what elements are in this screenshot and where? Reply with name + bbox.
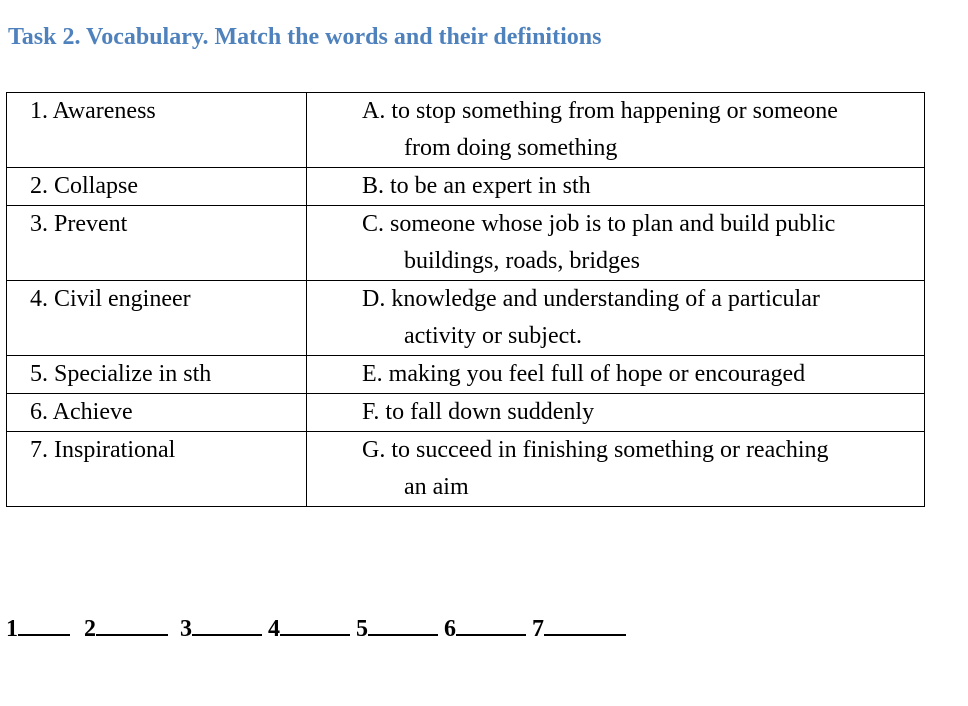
answer-blank[interactable]: [456, 614, 526, 636]
table-row: [7, 206, 925, 281]
answer-blank[interactable]: [544, 614, 626, 636]
word-cell: 5. Specialize in sth: [7, 356, 307, 394]
definition-continuation: an aim: [404, 474, 469, 500]
definition-continuation: activity or subject.: [404, 323, 582, 349]
definition-line: G. to succeed in finishing something or reaching: [362, 437, 829, 463]
word-cell: 7. Inspirational: [7, 432, 307, 507]
definition-continuation: buildings, roads, bridges: [404, 248, 640, 274]
table-row: [7, 281, 925, 356]
definition-line: F. to fall down suddenly: [362, 399, 595, 425]
definition-line: A. to stop something from happening or someone: [362, 98, 838, 124]
definition-cell: [307, 394, 925, 432]
definition-cell: [307, 206, 925, 281]
word-cell: 2. Collapse: [7, 168, 307, 206]
answer-blank[interactable]: [368, 614, 438, 636]
answer-blank[interactable]: [192, 614, 262, 636]
definition-line: B. to be an expert in sth: [362, 173, 591, 199]
word-cell: 6. Achieve: [7, 394, 307, 432]
table-row: [7, 394, 925, 432]
answer-number: 7: [532, 616, 544, 642]
answer-number: 5: [356, 616, 368, 642]
answer-blank[interactable]: [18, 614, 70, 636]
definition-cell: [307, 168, 925, 206]
answer-number: 2: [84, 616, 96, 642]
answer-number: 1: [6, 616, 18, 642]
answer-number: 6: [444, 616, 456, 642]
answer-blank[interactable]: [96, 614, 168, 636]
word-cell: 4. Civil engineer: [7, 281, 307, 356]
page-title: Task 2. Vocabulary. Match the words and their definitions: [8, 24, 602, 50]
answer-blank[interactable]: [280, 614, 350, 636]
table-row: [7, 168, 925, 206]
definition-line: E. making you feel full of hope or encouraged: [362, 361, 806, 387]
answer-number: 3: [180, 616, 192, 642]
table-row: [7, 356, 925, 394]
answer-line: [6, 614, 626, 643]
vocabulary-table: [6, 92, 925, 507]
word-cell: 3. Prevent: [7, 206, 307, 281]
definition-cell: [307, 432, 925, 507]
table-row: [7, 93, 925, 168]
word-cell: 1. Awareness: [7, 93, 307, 168]
definition-cell: [307, 93, 925, 168]
definition-continuation: from doing something: [404, 135, 618, 161]
definition-cell: [307, 281, 925, 356]
definition-line: C. someone whose job is to plan and build public: [362, 211, 836, 237]
answer-number: 4: [268, 616, 280, 642]
definition-cell: [307, 356, 925, 394]
table-row: [7, 432, 925, 507]
definition-line: D. knowledge and understanding of a particular: [362, 286, 820, 312]
